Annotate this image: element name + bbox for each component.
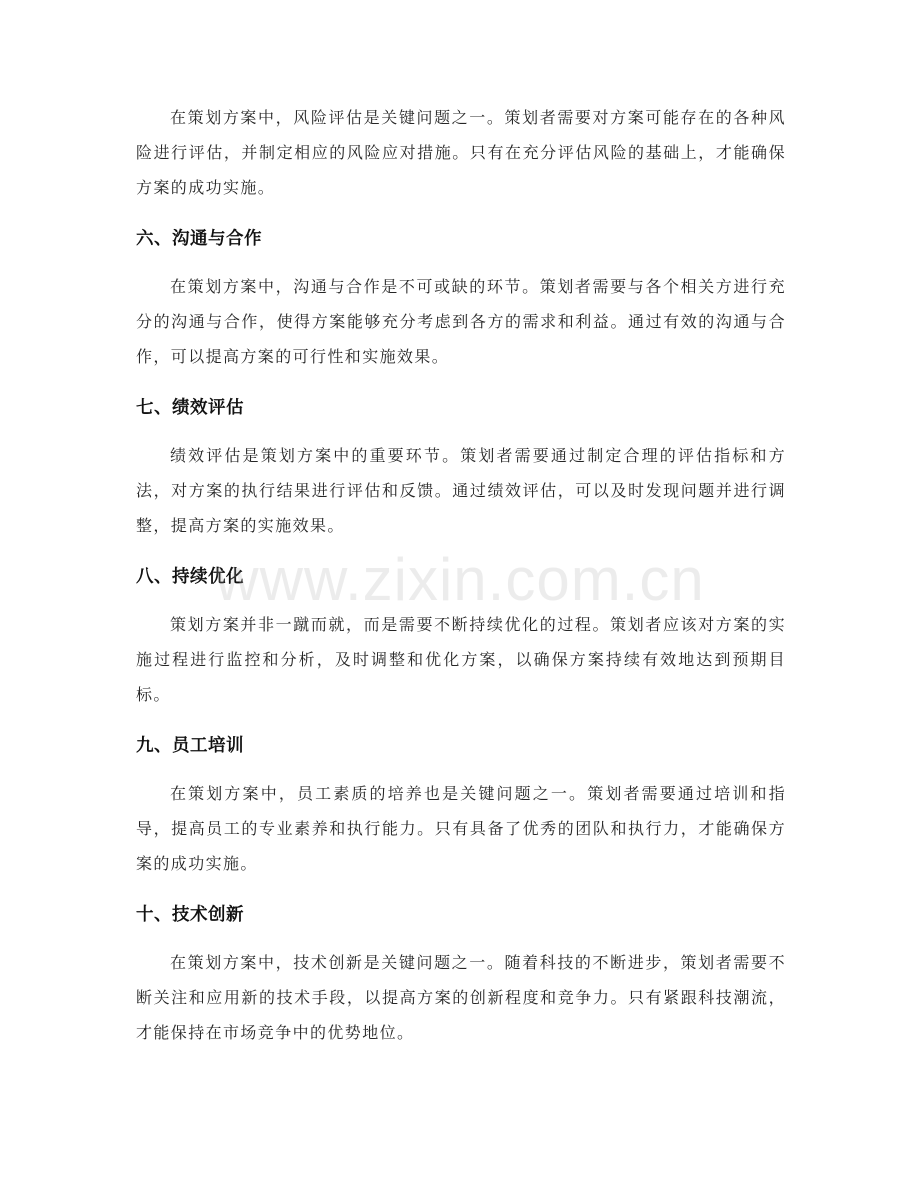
paragraph-employee-training: 在策划方案中，员工素质的培养也是关键问题之一。策划者需要通过培训和指导，提高员工的专业素养和执行能力。只有具备了优秀的团队和执行力，才能确保方案的成功实施。 xyxy=(136,784,786,873)
watermark-text: www.zixin.com.cn xyxy=(215,546,705,613)
paragraph-performance-evaluation: 绩效评估是策划方案中的重要环节。策划者需要通过制定合理的评估指标和方法，对方案的执行结果进行评估和反馈。通过绩效评估，可以及时发现问题并进行调整，提高方案的实施效果。 xyxy=(136,446,786,535)
paragraph-risk-assessment: 在策划方案中，风险评估是关键问题之一。策划者需要对方案可能存在的各种风险进行评估，并制定相应的风险应对措施。只有在充分评估风险的基础上，才能确保方案的成功实施。 xyxy=(136,108,786,197)
heading-continuous-optimization: 八、持续优化 xyxy=(136,567,244,587)
heading-technology-innovation: 十、技术创新 xyxy=(136,905,244,925)
paragraph-continuous-optimization: 策划方案并非一蹴而就，而是需要不断持续优化的过程。策划者应该对方案的实施过程进行监控和分析，及时调整和优化方案，以确保方案持续有效地达到预期目标。 xyxy=(136,615,786,704)
paragraph-communication: 在策划方案中，沟通与合作是不可或缺的环节。策划者需要与各个相关方进行充分的沟通与合作，使得方案能够充分考虑到各方的需求和利益。通过有效的沟通与合作，可以提高方案的可行性和实施效果。 xyxy=(136,277,786,366)
paragraph-technology-innovation: 在策划方案中，技术创新是关键问题之一。随着科技的不断进步，策划者需要不断关注和应用新的技术手段，以提高方案的创新程度和竞争力。只有紧跟科技潮流，才能保持在市场竞争中的优势地位。 xyxy=(136,953,786,1042)
heading-communication: 六、沟通与合作 xyxy=(136,229,262,249)
heading-performance-evaluation: 七、绩效评估 xyxy=(136,398,244,418)
document-body xyxy=(136,100,786,1050)
heading-employee-training: 九、员工培训 xyxy=(136,736,244,756)
